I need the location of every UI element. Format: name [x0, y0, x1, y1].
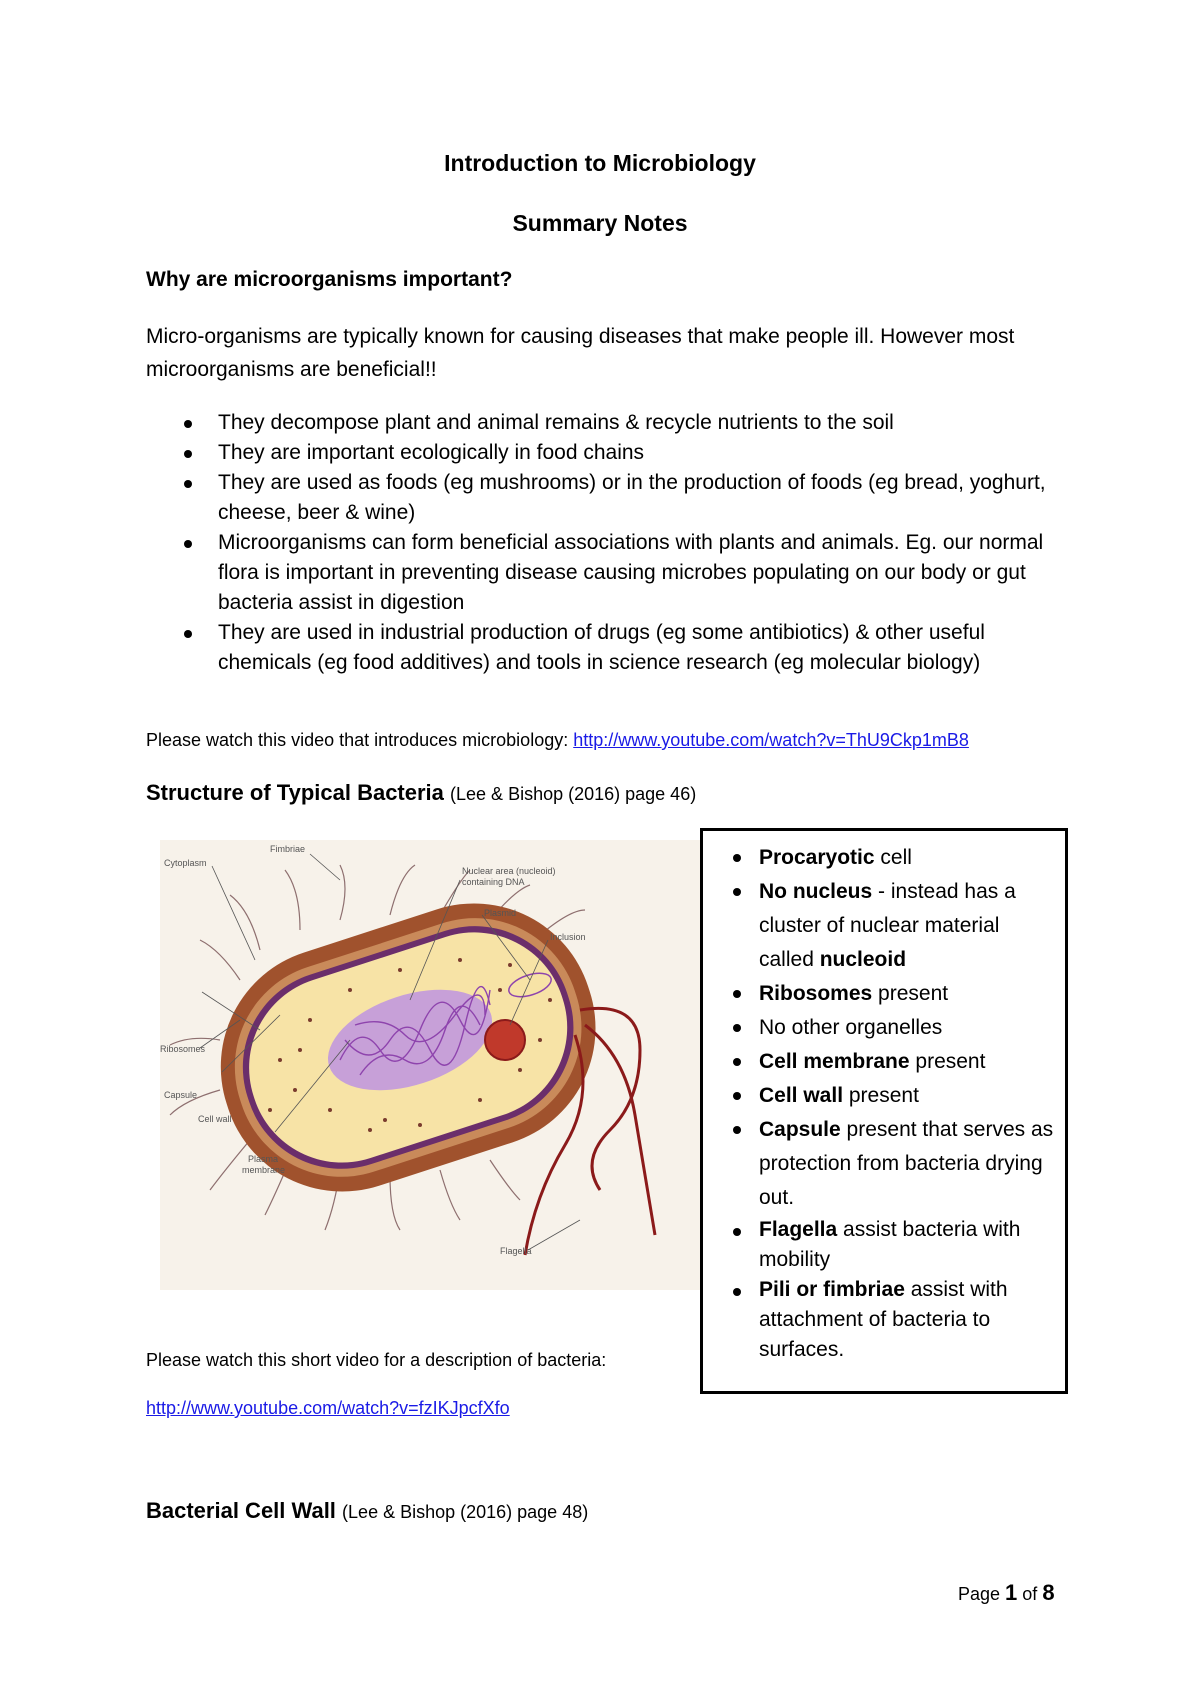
list-item: Flagella assist bacteria with mobility: [703, 1215, 1065, 1275]
structure-heading: Structure of Typical Bacteria (Lee & Bishop (2016) page 46): [146, 780, 697, 805]
list-item: They are important ecologically in food chains: [146, 438, 1076, 468]
page-subtitle: Summary Notes: [512, 210, 688, 236]
page-number: Page 1 of 8: [958, 1580, 1055, 1605]
label-inclusion: Inclusion: [550, 932, 586, 942]
list-item: They are used as foods (eg mushrooms) or in the production of foods (eg bread, yoghurt, cheese, beer & wine): [146, 468, 1076, 528]
label-cytoplasm: Cytoplasm: [164, 858, 207, 868]
list-item: They are used in industrial production of drugs (eg some antibiotics) & other useful chemicals (eg food additives) and tools in science research (eg molecular biology): [146, 618, 1076, 678]
bullet-icon: [733, 854, 741, 862]
label-fimbriae: Fimbriae: [270, 844, 306, 854]
bullet-icon: [184, 450, 192, 458]
list-item: Microorganisms can form beneficial associations with plants and animals. Eg. our normal flora is important in preventing disease causing microbes populating on our body or gut bacteria assist in digestion: [146, 528, 1076, 618]
video-link-intro[interactable]: http://www.youtube.com/watch?v=ThU9Ckp1mB8: [573, 730, 969, 750]
label-capsule: Capsule: [164, 1090, 198, 1100]
label-plasmid: Plasmid: [484, 908, 517, 918]
list-item: Ribosomes present: [703, 977, 1065, 1011]
bacteria-diagram: [160, 840, 700, 1290]
label-nuclear-area: Nuclear area (nucleoid): [462, 866, 556, 876]
list-item: Cell membrane present: [703, 1045, 1065, 1079]
inclusion-shape: [485, 1020, 525, 1060]
video-intro-line: Please watch this video that introduces microbiology: http://www.youtube.com/watch?v=ThU9Ckp1mB8: [146, 730, 969, 750]
bullet-icon: [733, 1228, 741, 1236]
bullet-icon: [733, 1288, 741, 1296]
list-item: They decompose plant and animal remains & recycle nutrients to the soil: [146, 408, 1076, 438]
list-item: No nucleus - instead has a cluster of nuclear material called nucleoid: [703, 875, 1065, 977]
page-title: Introduction to Microbiology: [444, 150, 756, 176]
video-bacteria-link-line: [146, 1398, 510, 1419]
bacteria-diagram-svg: [160, 840, 700, 1290]
list-item: No other organelles: [703, 1011, 1065, 1045]
label-plasma: Plasma: [248, 1154, 279, 1164]
bullet-icon: [733, 990, 741, 998]
video-link-bacteria[interactable]: http://www.youtube.com/watch?v=fzIKJpcfXfo: [146, 1398, 510, 1418]
why-heading: Why are microorganisms important?: [146, 268, 513, 291]
bullet-icon: [184, 420, 192, 428]
why-intro: Micro-organisms are typically known for causing diseases that make people ill. However most microorganisms are beneficial!!: [146, 325, 1015, 381]
list-item: Capsule present that serves as protection from bacteria drying out.: [703, 1113, 1065, 1215]
cell-wall-heading: Bacterial Cell Wall (Lee & Bishop (2016) page 48): [146, 1498, 589, 1523]
label-flagella: Flagella: [500, 1246, 532, 1256]
bullet-icon: [733, 1024, 741, 1032]
bullet-icon: [184, 630, 192, 638]
bullet-icon: [733, 888, 741, 896]
bullet-icon: [184, 480, 192, 488]
list-item: Cell wall present: [703, 1079, 1065, 1113]
bullet-icon: [733, 1092, 741, 1100]
list-item: Procaryotic cell: [703, 841, 1065, 875]
bullet-icon: [184, 540, 192, 548]
video-bacteria-line: Please watch this short video for a description of bacteria:: [146, 1350, 607, 1370]
bullet-icon: [733, 1058, 741, 1066]
label-plasma-2: membrane: [242, 1165, 286, 1175]
label-cell-wall: Cell wall: [198, 1114, 232, 1124]
procaryotic-summary-box: [700, 828, 1068, 1394]
bullet-icon: [733, 1126, 741, 1134]
summary-box-list: [703, 831, 1065, 1365]
label-nuclear-area-2: containing DNA: [462, 877, 525, 887]
why-bullet-list: [146, 408, 1076, 678]
label-ribosomes: Ribosomes: [160, 1044, 206, 1054]
list-item: Pili or fimbriae assist with attachment of bacteria to surfaces.: [703, 1275, 1065, 1365]
